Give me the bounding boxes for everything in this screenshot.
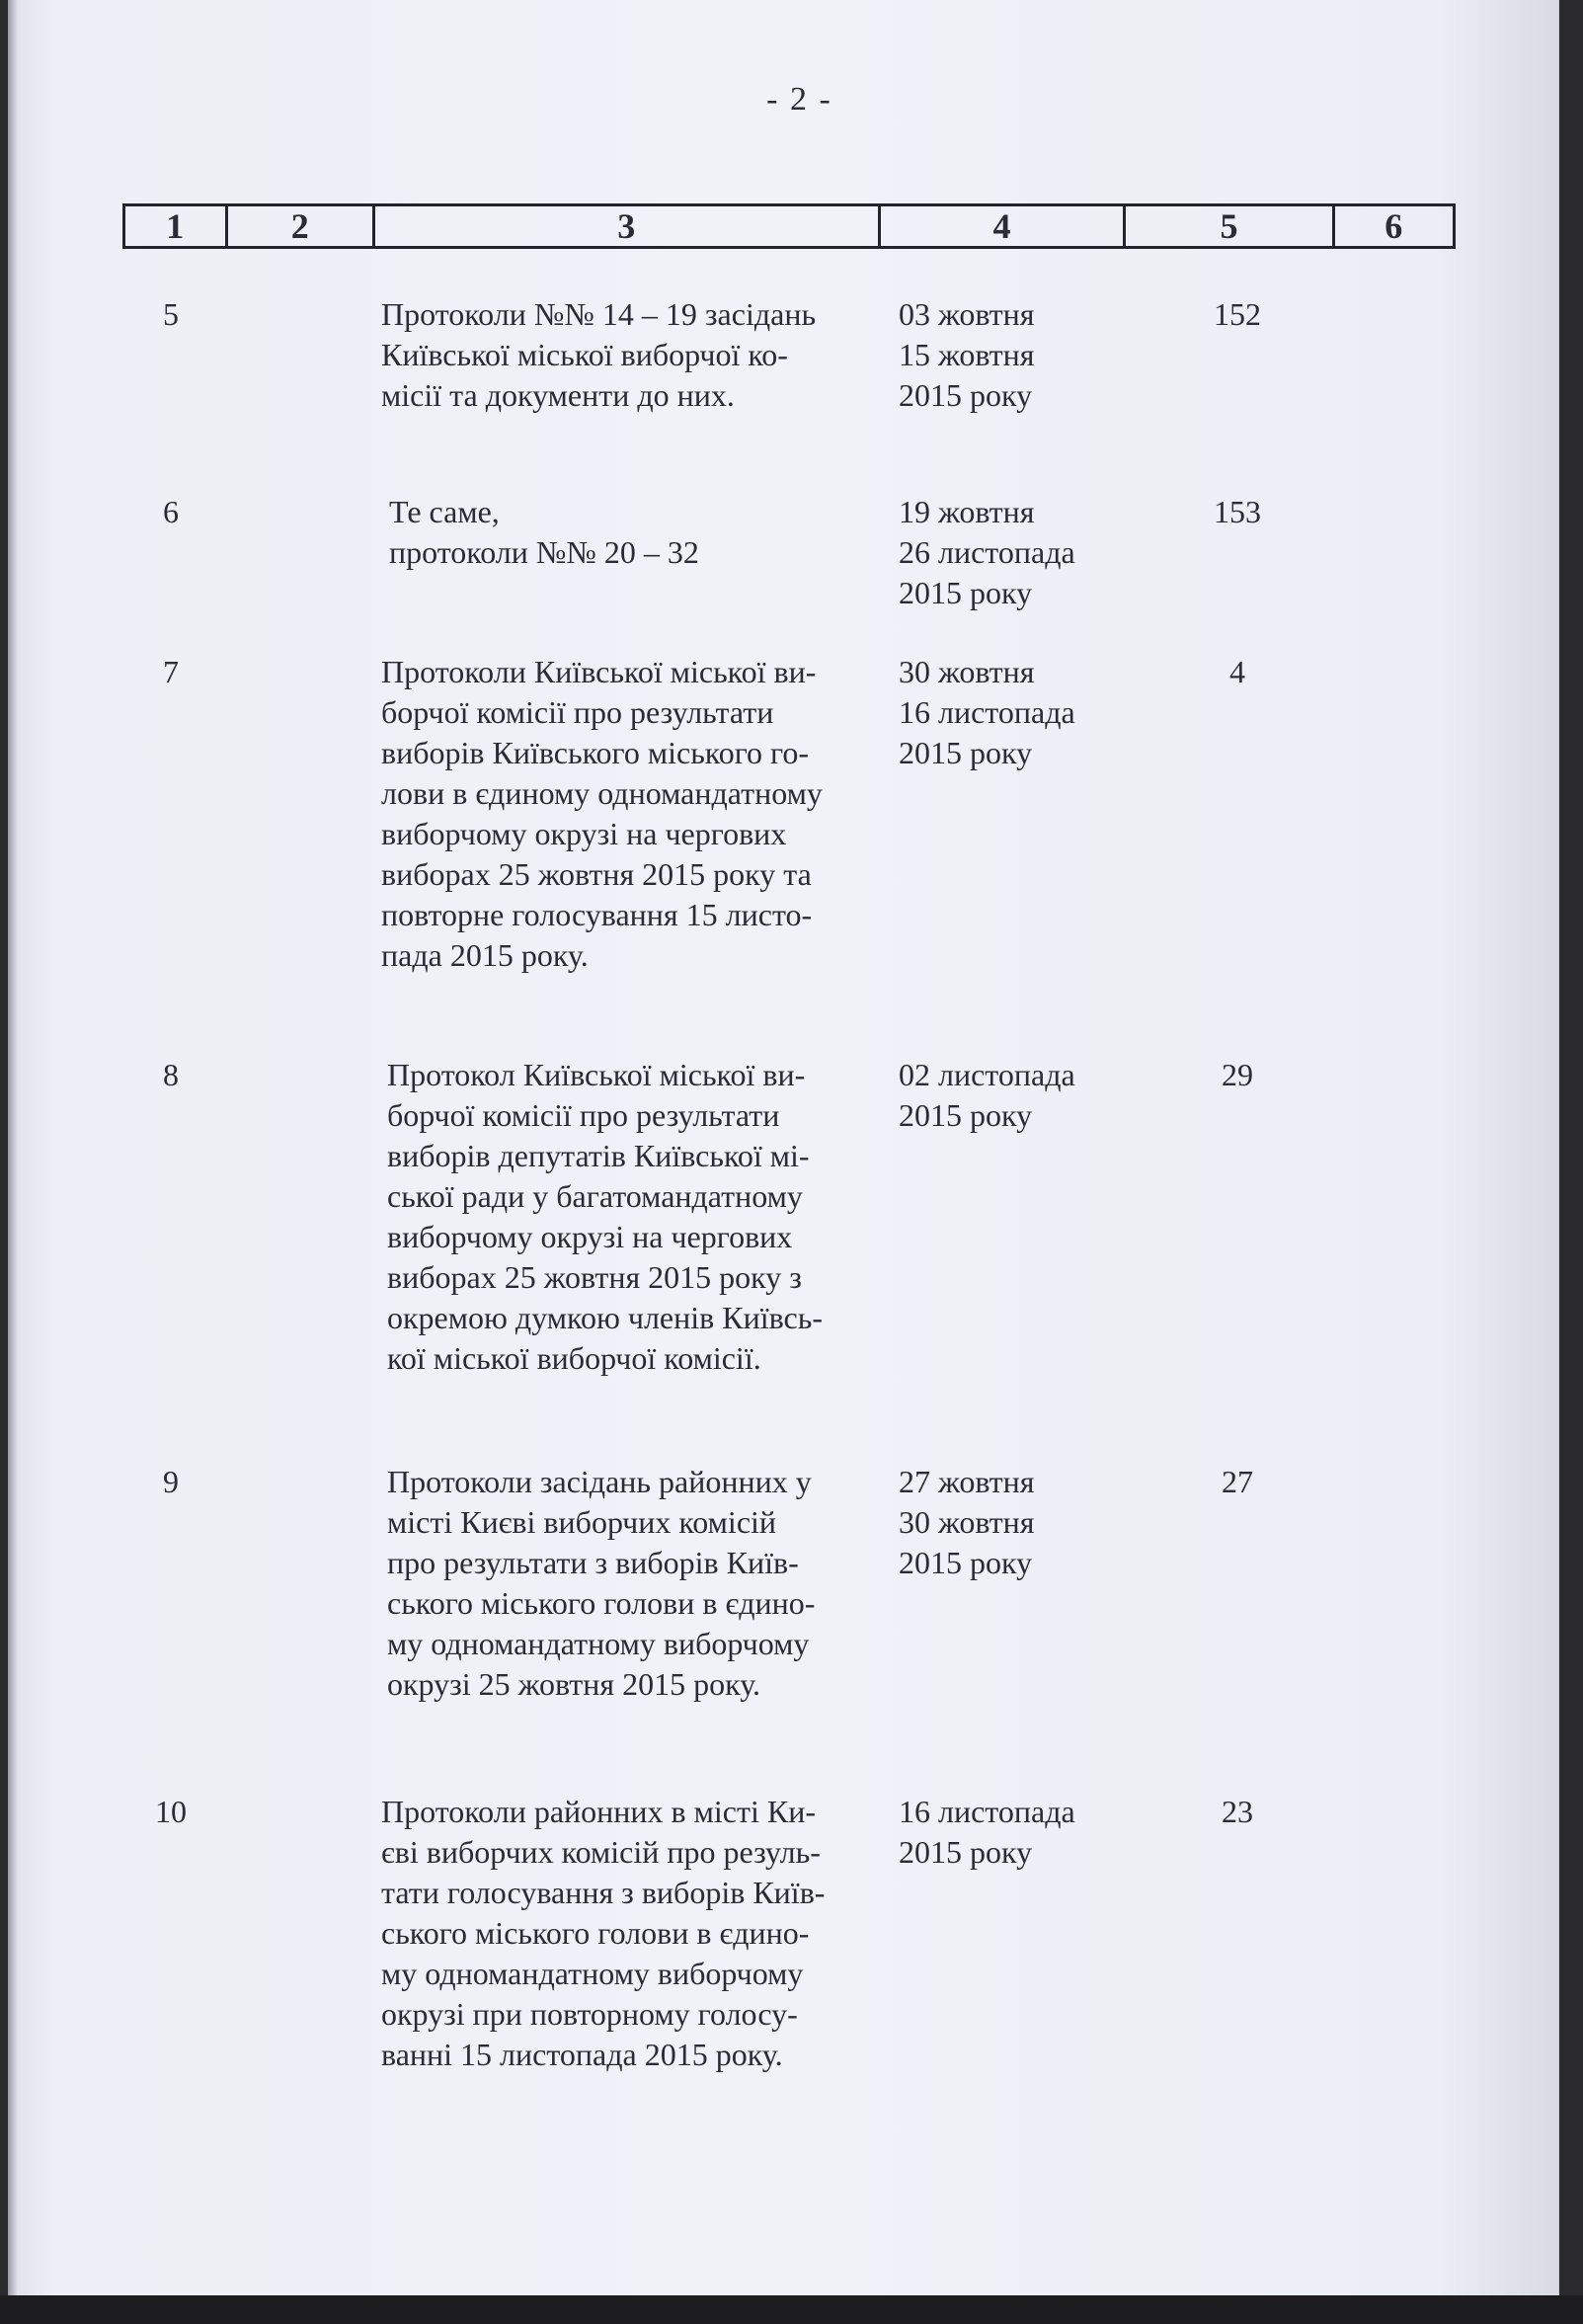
document-page (8, 0, 1559, 2295)
header-col-5: 5 (1126, 206, 1334, 246)
row-sheet-count: 29 (1222, 1057, 1253, 1092)
header-col-3: 3 (375, 206, 881, 246)
row-number: 5 (163, 296, 179, 332)
header-col-1: 1 (125, 206, 228, 246)
header-col-2: 2 (228, 206, 375, 246)
row-description: Протоколи засідань районних у місті Києві виборчих комісій про результати з виборів Київ- ського міського голови в єдино- му одномандатному виборчому окрузі 25 жовтня 2015 року. (387, 1464, 816, 1702)
row-sheet-count: 27 (1222, 1464, 1253, 1499)
row-number: 8 (163, 1057, 179, 1092)
row-dates: 19 жовтня 26 листопада 2015 року (899, 494, 1075, 610)
row-number: 10 (155, 1794, 187, 1829)
page-number: - 2 - (766, 81, 832, 118)
header-col-4: 4 (881, 206, 1127, 246)
row-sheet-count: 23 (1222, 1794, 1253, 1829)
row-sheet-count: 4 (1229, 654, 1245, 689)
row-dates: 16 листопада 2015 року (899, 1794, 1075, 1870)
scan-background-bottom (0, 2295, 1583, 2324)
row-description: Протоколи районних в місті Ки- єві виборчих комісій про резуль- тати голосування з виборів Київ- ського міського голови в єдино- му одномандатному виборчому окрузі при повторному голосу- ванні 15 листопада 2015 року. (381, 1794, 826, 2072)
row-dates: 30 жовтня 16 листопада 2015 року (899, 654, 1075, 770)
row-description: Протоколи №№ 14 – 19 засідань Київської міської виборчої ко- місії та документи до них. (381, 296, 817, 413)
page-edge-shadow (8, 0, 18, 2295)
row-number: 6 (163, 494, 179, 529)
header-col-6: 6 (1385, 206, 1403, 246)
row-sheet-count: 152 (1214, 296, 1261, 332)
row-sheet-count: 153 (1214, 494, 1261, 529)
row-dates: 03 жовтня 15 жовтня 2015 року (899, 296, 1035, 413)
table-header (122, 203, 1456, 249)
row-number: 9 (163, 1464, 179, 1499)
row-description: Протоколи Київської міської ви- борчої комісії про результати виборів Київського міського го- лови в єдиному одномандатному виборчому окрузі на чергових виборах 25 жовтня 2015 року та повторне голосування 15 листо- пада 2015 року. (381, 654, 823, 973)
row-dates: 02 листопада 2015 року (899, 1057, 1075, 1133)
row-description: Протокол Київської міської ви- борчої комісії про результати виборів депутатів Київської мі- ської ради у багатомандатному виборчому окрузі на чергових виборах 25 жовтня 2015 року з окремою думкою членів Київсь- кої міської виборчої комісії. (387, 1057, 823, 1376)
row-dates: 27 жовтня 30 жовтня 2015 року (899, 1464, 1035, 1580)
row-description: Те саме, протоколи №№ 20 – 32 (389, 494, 699, 570)
row-number: 7 (163, 654, 179, 689)
